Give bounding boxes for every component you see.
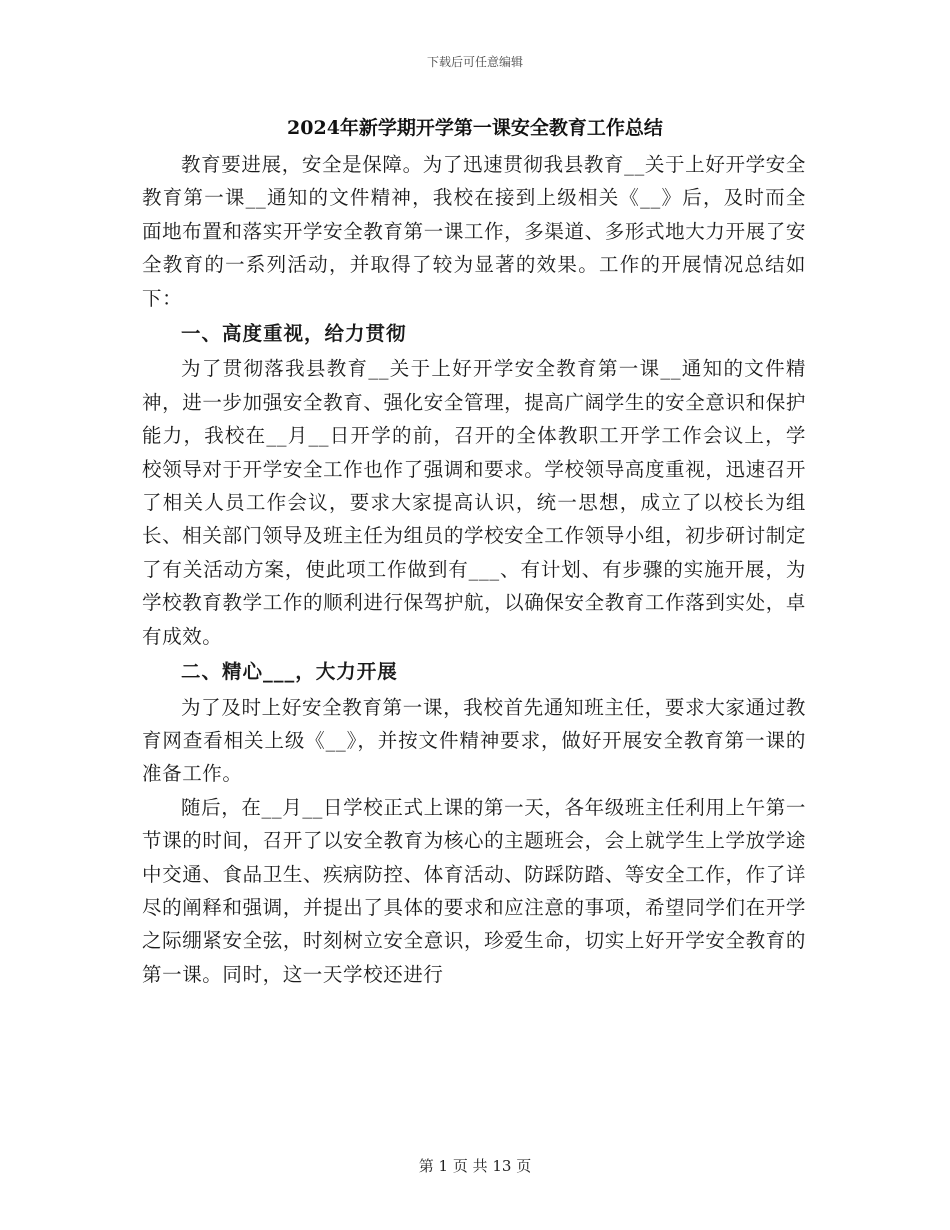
- section-2-paragraph-2: 随后，在__月__日学校正式上课的第一天，各年级班主任利用上午第一节课的时间，召开了以安全教育为核心的主题班会，会上就学生上学放学途中交通、食品卫生、疾病防控、体育活动、防踩防踏、等安全工作，作了详尽的阐释和强调，并提出了具体的要求和应注意的事项，希望同学们在开学之际绷紧安全弦，时刻树立安全意识，珍爱生命，切实上好开学安全教育的第一课。同时，这一天学校还进行: [142, 795, 806, 986]
- section-heading-2: 二、精心___，大力开展: [181, 660, 398, 684]
- section-2-paragraph-1: 为了及时上好安全教育第一课，我校首先通知班主任，要求大家通过教育网查看相关上级《__》，并按文件精神要求，做好开展安全教育第一课的准备工作。: [142, 695, 806, 786]
- section-1-paragraph: 为了贯彻落我县教育__关于上好开学安全教育第一课__通知的文件精神，进一步加强安全教育、强化安全管理，提高广阔学生的安全意识和保护能力，我校在__月__日开学的前，召开的全体教职工开学工作会议上，学校领导对于开学安全工作也作了强调和要求。学校领导高度重视，迅速召开了相关人员工作会议，要求大家提高认识，统一思想，成立了以校长为组长、相关部门领导及班主任为组员的学校安全工作领导小组，初步研讨制定了有关活动方案，使此项工作做到有___、有计划、有步骤的实施开展，为学校教育教学工作的顺利进行保驾护航，以确保安全教育工作落到实处，卓有成效。: [142, 357, 806, 648]
- document-title: 2024年新学期开学第一课安全教育工作总结: [287, 117, 663, 139]
- header-note: 下载后可任意编辑: [426, 55, 523, 69]
- section-heading-1: 一、高度重视，给力贯彻: [181, 322, 407, 346]
- intro-paragraph: 教育要进展，安全是保障。为了迅速贯彻我县教育__关于上好开学安全教育第一课__通知的文件精神，我校在接到上级相关《__》后，及时而全面地布置和落实开学安全教育第一课工作，多渠道、多形式地大力开展了安全教育的一系列活动，并取得了较为显著的效果。工作的开展情况总结如下：: [142, 153, 806, 310]
- page-number: 第 1 页 共 13 页: [418, 1157, 532, 1175]
- document-body: [142, 148, 806, 991]
